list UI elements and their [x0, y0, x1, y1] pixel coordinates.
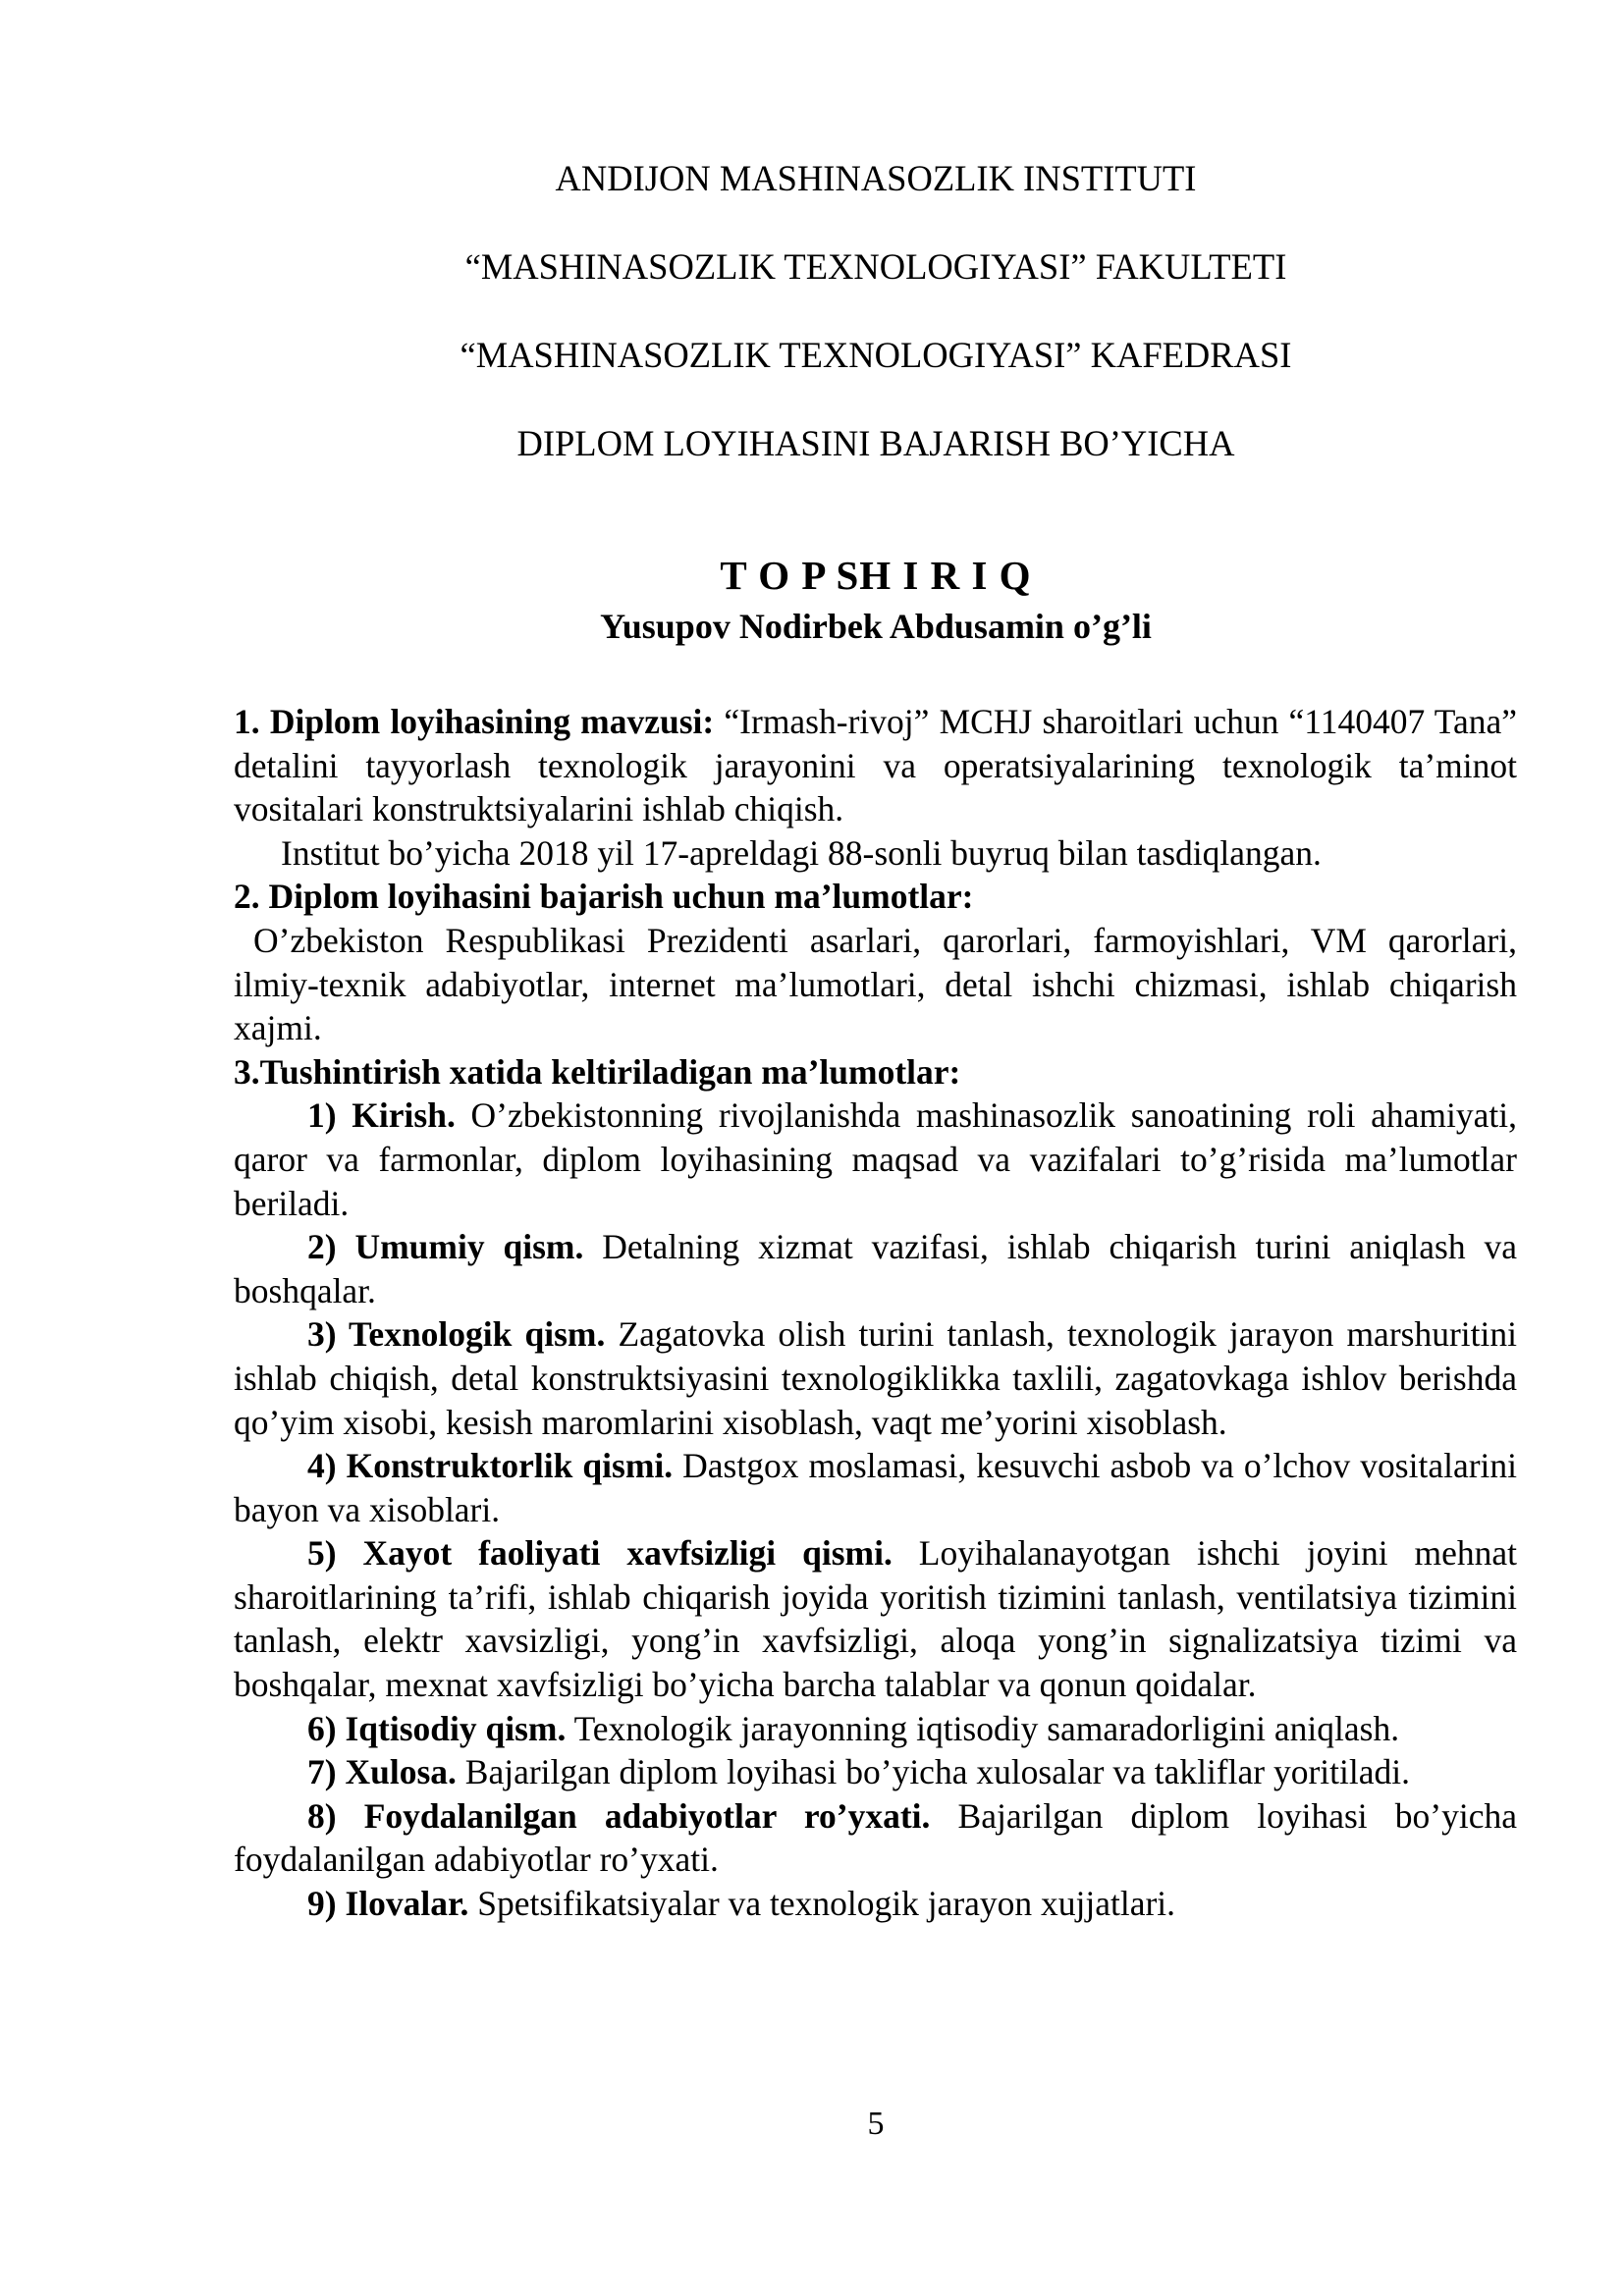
- list-item-label: 3) Texnologik qism.: [307, 1314, 606, 1355]
- list-item: [234, 1750, 1517, 1794]
- list-item-label: 2) Umumiy qism.: [307, 1227, 584, 1267]
- list-item-label: 5) Xayot faoliyati xavfsizligi qismi.: [307, 1533, 893, 1574]
- list-item-text: Zagatovka olish turini tanlash, texnologik jarayon marshuritini ishlab chiqish, detal konstruktsiyasini texnologiklikka taxlili, zagatovkaga ishlov berishda qo’yim xisobi, kesish maromlarini xisoblash, vaqt me’yorini xisoblash.: [234, 1314, 1517, 1442]
- list-item-label: 7) Xulosa.: [307, 1752, 457, 1792]
- list-item: [234, 1444, 1517, 1531]
- page-title: T O P SH I R I Q: [720, 553, 1032, 598]
- list-item-label: 1) Kirish.: [307, 1095, 456, 1136]
- list-item-text: Loyihalanayotgan ishchi joyini mehnat sharoitlarining ta’rifi, ishlab chiqarish joyida yoritish tizimini tanlash, ventilatsiya tizimini tanlash, elektr xavsizligi, yong’in xavfsizligi, aloqa yong’in signalizatsiya tizimi va boshqalar, mexnat xavfsizligi bo’yicha barcha talablar va qonun qoidalar.: [234, 1533, 1517, 1705]
- list-item: [234, 1225, 1517, 1312]
- faculty-name: “MASHINASOZLIK TEXNOLOGIYASI” FAKULTETI: [464, 246, 1287, 287]
- approval-note: Institut bo’yicha 2018 yil 17-apreldagi 88-sonli buyruq bilan tasdiqlangan.: [281, 832, 1322, 873]
- list-item: [234, 1531, 1517, 1706]
- list-item-label: 4) Konstruktorlik qismi.: [307, 1446, 674, 1486]
- list-item-text: Spetsifikatsiyalar va texnologik jarayon xujjatlari.: [468, 1884, 1176, 1924]
- page-number: 5: [867, 2106, 885, 2142]
- list-item-text: Dastgox moslamasi, kesuvchi asbob va o’lchov vositalarini bayon va xisoblari.: [234, 1446, 1517, 1529]
- subject-line: DIPLOM LOYIHASINI BAJARISH BO’YICHA: [516, 423, 1235, 463]
- section-2-heading: [234, 875, 1517, 919]
- list-item-label: 9) Ilovalar.: [307, 1884, 469, 1924]
- section-1: [234, 700, 1517, 831]
- department-name: “MASHINASOZLIK TEXNOLOGIYASI” KAFEDRASI: [460, 335, 1292, 375]
- list-item-text: O’zbekistonning rivojlanishda mashinasozlik sanoatining roli ahamiyati, qaror va farmonlar, diplom loyihasining maqsad va vazifalari to’g’risida ma’lumotlar beriladi.: [234, 1095, 1517, 1223]
- section-3-label: 3.Tushintirish xatida keltiriladigan ma’lumotlar:: [234, 1051, 961, 1092]
- list-item: [234, 1882, 1517, 1926]
- section-1-label: 1. Diplom loyihasining mavzusi:: [234, 702, 715, 741]
- list-item-text: Bajarilgan diplom loyihasi bo’yicha foydalanilgan adabiyotlar ro’yxati.: [234, 1795, 1517, 1880]
- document-body: [234, 700, 1517, 1926]
- list-item-label: 8) Foydalanilgan adabiyotlar ro’yxati.: [307, 1795, 931, 1836]
- section-2-text: O’zbekiston Respublikasi Prezidenti asarlari, qarorlari, farmoyishlari, VM qarorlari, ilmiy-texnik adabiyotlar, internet ma’lumotlari, detal ishchi chizmasi, ishlab chiqarish xajmi.: [234, 920, 1517, 1048]
- list-item: [234, 1707, 1517, 1751]
- list-item-text: Detalning xizmat vazifasi, ishlab chiqarish turini aniqlash va boshqalar.: [234, 1227, 1518, 1310]
- list-item: [234, 1312, 1517, 1444]
- list-item: [234, 1794, 1517, 1882]
- list-item-label: 6) Iqtisodiy qism.: [307, 1708, 567, 1748]
- section-1-text: “Irmash-rivoj” MCHJ sharoitlari uchun “1140407 Tana” detalini tayyorlash texnologik jarayonini va operatsiyalarining texnologik ta’minot vositalari konstruktsiyalarini ishlab chiqish.: [234, 702, 1517, 829]
- list-item-text: Texnologik jarayonning iqtisodiy samaradorligini aniqlash.: [566, 1708, 1400, 1748]
- section-3-heading: [234, 1050, 1517, 1095]
- section-2-label: 2. Diplom loyihasini bajarish uchun ma’lumotlar:: [234, 877, 974, 917]
- institute-name: ANDIJON MASHINASOZLIK INSTITUTI: [555, 158, 1197, 198]
- list-item-text: Bajarilgan diplom loyihasi bo’yicha xulosalar va takliflar yoritiladi.: [456, 1752, 1410, 1792]
- list-item: [234, 1094, 1517, 1225]
- student-name: Yusupov Nodirbek Abdusamin o’g’li: [600, 607, 1152, 646]
